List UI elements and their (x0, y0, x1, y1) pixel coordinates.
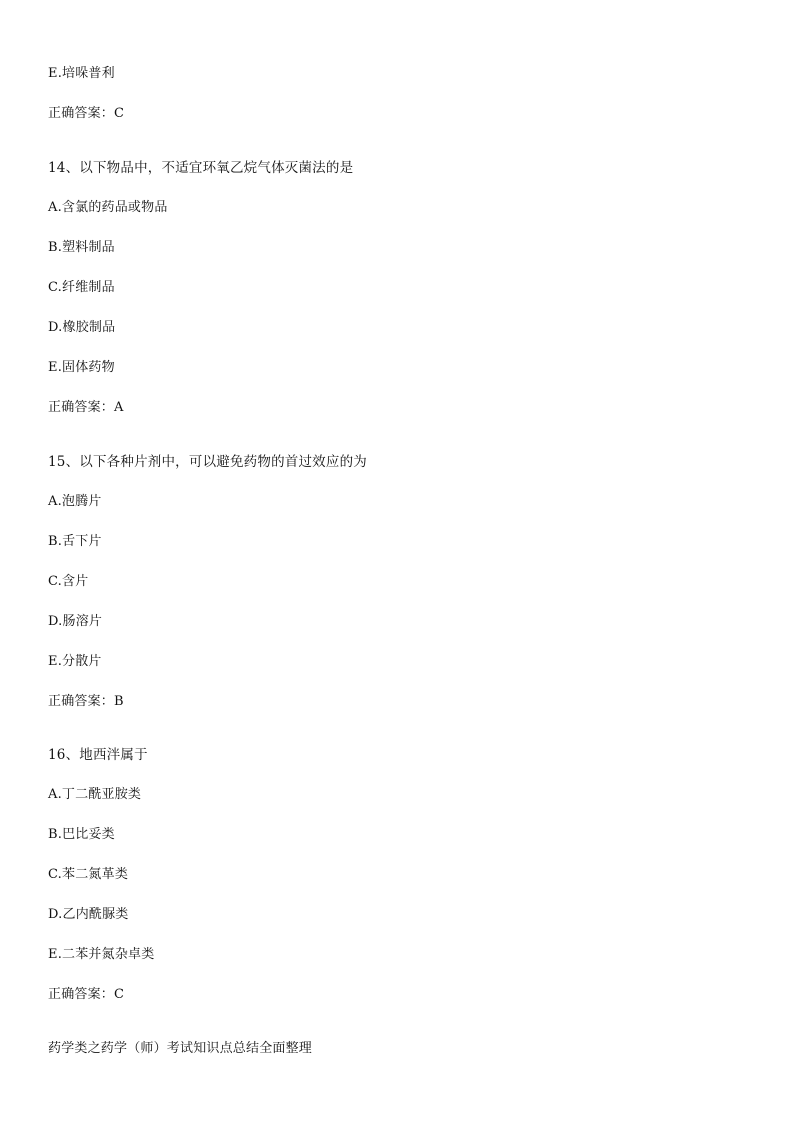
q16-option-a: A.丁二酰亚胺类 (48, 787, 142, 802)
q16-option-d: D.乙内酰脲类 (48, 907, 129, 922)
q16-option-b: B.巴比妥类 (48, 827, 115, 842)
q14-question: 14、以下物品中，不适宜环氧乙烷气体灭菌法的是 (48, 160, 354, 176)
q14-option-d: D.橡胶制品 (48, 320, 116, 335)
q13-option-e: E.培哚普利 (48, 66, 115, 81)
q15-option-d: D.肠溶片 (48, 614, 103, 629)
q16-option-e: E.二苯并氮杂卓类 (48, 947, 155, 962)
q16-option-c: C.苯二氮革类 (48, 867, 129, 882)
q15-option-c: C.含片 (48, 574, 89, 589)
q14-option-b: B.塑料制品 (48, 240, 115, 255)
q15-option-e: E.分散片 (48, 654, 102, 669)
page-footer: 药学类之药学（师）考试知识点总结全面整理 (48, 1041, 313, 1056)
q16-question: 16、地西泮属于 (48, 747, 148, 763)
q15-answer: 正确答案：B (48, 694, 124, 709)
q15-option-a: A.泡腾片 (48, 494, 102, 509)
q14-option-c: C.纤维制品 (48, 280, 115, 295)
q14-option-e: E.固体药物 (48, 360, 115, 375)
q14-answer: 正确答案：A (48, 400, 124, 415)
q16-answer: 正确答案：C (48, 987, 125, 1002)
q15-option-b: B.舌下片 (48, 534, 102, 549)
q14-option-a: A.含氯的药品或物品 (48, 200, 168, 215)
q13-answer: 正确答案：C (48, 106, 125, 121)
q15-question: 15、以下各种片剂中，可以避免药物的首过效应的为 (48, 454, 367, 470)
